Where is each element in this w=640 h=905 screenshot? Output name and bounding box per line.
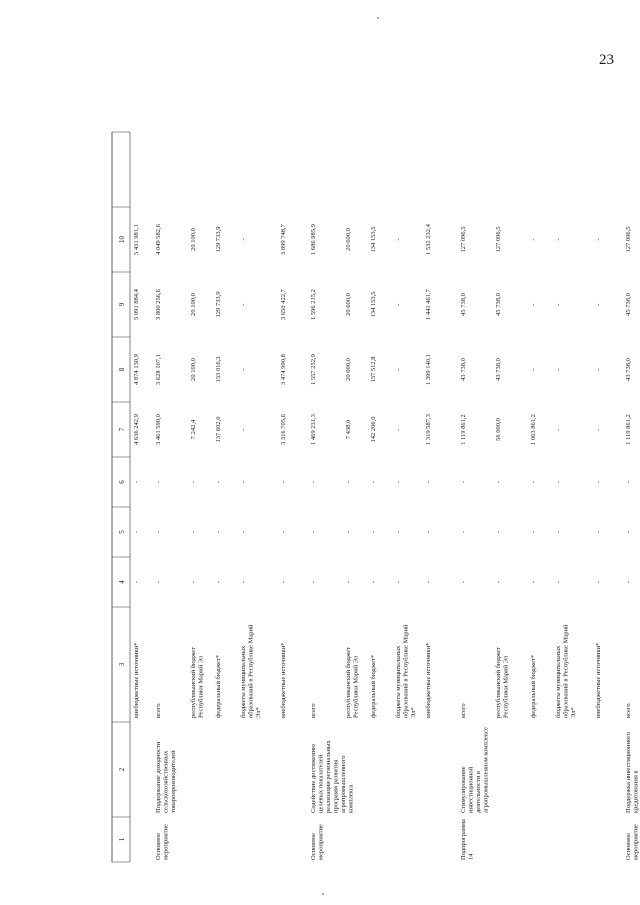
row-source-label: всего [310, 703, 317, 718]
table-cell-value: - [625, 530, 632, 534]
table-cell-value: 127 096,5 [460, 226, 467, 253]
table-cell-value: 127 096,5 [625, 226, 632, 253]
table-cell-value: - [555, 530, 562, 534]
column-header: 3 [118, 662, 126, 667]
table-cell-value: - [215, 530, 222, 534]
column-header: 2 [118, 767, 126, 772]
table-cell-value: - [425, 580, 432, 584]
table-cell-value: 127 096,5 [495, 226, 502, 253]
table-cell-value: 3 899 748,7 [280, 224, 287, 255]
table-cell-value: - [395, 368, 402, 371]
column-header: 9 [118, 302, 126, 307]
table-cell-value: 142 206,0 [370, 416, 377, 443]
table-cell-value: - [395, 428, 402, 431]
table-cell-value: - [555, 480, 562, 484]
table-cell-value: - [530, 368, 537, 371]
row-source-label: внебюджетные источники* [280, 642, 287, 718]
table-cell-value: - [595, 303, 602, 306]
row-source-label: всего [625, 703, 632, 718]
table-cell-value: - [370, 580, 377, 584]
table-cell-value: 4 874 130,9 [133, 354, 140, 385]
table-cell-value: 134 153,5 [370, 291, 377, 318]
table-cell-value: 5 431 981,1 [133, 224, 140, 255]
table-cell-value: - [310, 480, 317, 484]
table-cell-value: - [530, 530, 537, 534]
table-cell-value: - [280, 480, 287, 484]
table-cell-value: - [530, 303, 537, 306]
table-cell-value: - [240, 428, 247, 431]
table-cell-value: - [310, 530, 317, 534]
table-cell-value: - [133, 580, 140, 584]
table-cell-value: 20 100,0 [190, 228, 197, 251]
table-cell-value: 1 441 461,7 [425, 289, 432, 320]
scan-speck [322, 893, 324, 895]
table-cell-value: 134 153,5 [370, 226, 377, 253]
row-source-label: республиканский бюджетРеспублики Марий Эл [190, 646, 205, 718]
table-cell-value: 1 686 985,9 [310, 224, 317, 255]
table-cell-value: - [625, 580, 632, 584]
table-cell-value: - [370, 530, 377, 534]
column-header: 5 [118, 530, 126, 534]
table-cell-value: - [310, 580, 317, 584]
table-cell-value: - [395, 303, 402, 306]
table-cell-value: - [425, 480, 432, 484]
table-cell-value: - [155, 580, 162, 584]
table-cell-value: 129 733,9 [215, 226, 222, 253]
row-source-label: федеральный бюджет* [215, 654, 222, 718]
table-cell-value: 133 016,3 [215, 356, 222, 383]
column-header: 1 [118, 837, 126, 842]
table-cell-value: 43 738,0 [625, 358, 632, 381]
row-source-label: всего [155, 703, 162, 718]
table-cell-value: - [240, 580, 247, 584]
column-header: 7 [118, 427, 126, 432]
table-cell-value: 3 461 590,0 [155, 414, 162, 445]
table-cell-value: - [370, 480, 377, 484]
row-source-label: внебюджетные источники* [595, 642, 602, 718]
table-cell-value: - [345, 480, 352, 484]
table-cell-value: 20 600,0 [345, 293, 352, 316]
table-cell-value: - [555, 580, 562, 584]
table-cell-value: - [240, 368, 247, 371]
table-cell-value: - [595, 428, 602, 431]
table-cell-value: - [240, 530, 247, 534]
row-activity-name: Поддержание доходностисельскохозяйственныхтоваропроизводителей [155, 741, 177, 813]
table-cell-value: - [530, 238, 537, 241]
table-cell-value: 5 091 884,4 [133, 289, 140, 320]
table-cell-value: - [555, 368, 562, 371]
table-cell-value: 1 119 861,2 [625, 414, 632, 445]
table-cell-value: - [595, 580, 602, 584]
table-cell-value: - [395, 480, 402, 484]
table-cell-value: - [215, 580, 222, 584]
table-cell-value: - [133, 530, 140, 534]
table-cell-value: - [460, 530, 467, 534]
table-cell-value: 7 438,0 [345, 419, 352, 440]
table-cell-value: - [625, 480, 632, 484]
row-source-label: бюджеты муниципальныхобразований в Республике МарийЭл* [240, 624, 262, 718]
table-cell-value: - [555, 428, 562, 431]
table-cell-value: - [395, 580, 402, 584]
row-source-label: федеральный бюджет* [370, 654, 377, 718]
row-source-label: внебюджетные источники* [133, 642, 140, 718]
row-source-label: федеральный бюджет* [530, 654, 537, 718]
table-cell-value: 45 738,0 [625, 293, 632, 316]
table-cell-value: 1 557 252,9 [310, 354, 317, 385]
table-cell-value: - [595, 368, 602, 371]
table-cell-value: - [460, 480, 467, 484]
row-activity-name: Содействие достижениюцелевых показателейреализации региональныхпрограмм развитияагропромышленногокомплекса [310, 740, 355, 813]
table-cell-value: - [425, 530, 432, 534]
table-cell-value: - [280, 530, 287, 534]
table-cell-value: 45 738,0 [495, 293, 502, 316]
table-cell-value: 1 399 140,1 [425, 354, 432, 385]
table-cell-value: - [215, 480, 222, 484]
table-cell-value: 43 738,0 [460, 358, 467, 381]
table-cell-value: 56 000,0 [495, 418, 502, 441]
table-cell-value: - [190, 480, 197, 484]
table-cell-value: 43 738,0 [495, 358, 502, 381]
row-category-label: Основноемероприятие [625, 824, 640, 860]
table-cell-value: 1 532 232,4 [425, 224, 432, 255]
table-cell-value: - [240, 303, 247, 306]
table-cell-value: - [530, 480, 537, 484]
table-rotated-group [112, 132, 640, 862]
table-cell-value: 3 316 705,6 [280, 414, 287, 445]
row-category-label: Основноемероприятие [155, 824, 170, 860]
table-cell-value: - [395, 530, 402, 534]
table-cell-value: 3 474 990,8 [280, 354, 287, 385]
column-header: 4 [118, 580, 126, 584]
table-cell-value: 1 119 861,2 [460, 414, 467, 445]
table-cell-value: - [155, 530, 162, 534]
table-cell-value: 1 596 215,2 [310, 289, 317, 320]
table-cell-value: 3 628 107,1 [155, 354, 162, 385]
table-cell-value: 137 512,8 [370, 356, 377, 383]
row-source-label: бюджеты муниципальныхобразований в Республике МарийЭл* [395, 624, 417, 718]
table-cell-value: - [595, 530, 602, 534]
page-number: 23 [599, 52, 614, 68]
table-cell-value: 20 100,0 [190, 358, 197, 381]
table-cell-value: - [240, 480, 247, 484]
table-cell-value: - [155, 480, 162, 484]
row-source-label: всего [460, 703, 467, 718]
table-cell-value: 4 636 242,9 [133, 414, 140, 445]
row-activity-name: Стимулированиеинвестиционнойдеятельности вагропромышленном комплексе [460, 727, 490, 813]
column-header: 6 [118, 480, 126, 484]
row-category-label: Подпрограмма14 [460, 819, 475, 860]
table-cell-value: 20 600,0 [345, 228, 352, 251]
row-source-label: республиканский бюджетРеспублики Марий Эл [495, 646, 510, 718]
row-source-label: внебюджетные источники* [425, 642, 432, 718]
table-cell-value: - [190, 580, 197, 584]
table-cell-value: - [345, 580, 352, 584]
table-cell-value: - [395, 238, 402, 241]
table-cell-value: 1 063 861,2 [530, 414, 537, 445]
table-cell-value: - [555, 303, 562, 306]
table-cell-value: - [495, 530, 502, 534]
table-cell-value: - [595, 238, 602, 241]
table-cell-value: 1 319 587,3 [425, 414, 432, 445]
table-cell-value: 20 100,0 [190, 293, 197, 316]
table-cell-value: - [495, 580, 502, 584]
column-header: 8 [118, 367, 126, 372]
table-cell-value: 45 738,0 [460, 293, 467, 316]
table-cell-value: 1 469 231,3 [310, 414, 317, 445]
table-cell-value: - [460, 580, 467, 584]
table-cell-value: - [345, 530, 352, 534]
table-cell-value: - [280, 580, 287, 584]
table-cell-value: 7 242,4 [190, 419, 197, 440]
table-cell-value: 20 600,0 [345, 358, 352, 381]
table-cell-value: - [595, 480, 602, 484]
table-cell-value: - [133, 480, 140, 484]
table-cell-value: - [530, 580, 537, 584]
table-cell-value: - [555, 238, 562, 241]
row-category-label: Основноемероприятие [310, 824, 325, 860]
table-cell-value: 129 733,9 [215, 291, 222, 318]
scan-speck [377, 17, 379, 19]
row-source-label: республиканский бюджетРеспублики Марий Эл [345, 646, 360, 718]
column-header: 10 [118, 236, 126, 243]
table-cell-value: - [240, 238, 247, 241]
table-cell-value: 3 800 256,6 [155, 289, 162, 320]
table-cell-value: 4 049 582,6 [155, 224, 162, 255]
table-cell-value: 137 602,0 [215, 416, 222, 443]
table-cell-value: - [190, 530, 197, 534]
table-cell-value: - [495, 480, 502, 484]
table-cell-value: 3 650 422,7 [280, 289, 287, 320]
row-activity-name: Поддержка инвестиционногокредитования в [625, 732, 640, 813]
row-source-label: бюджеты муниципальныхобразований в Республике МарийЭл* [555, 624, 577, 718]
